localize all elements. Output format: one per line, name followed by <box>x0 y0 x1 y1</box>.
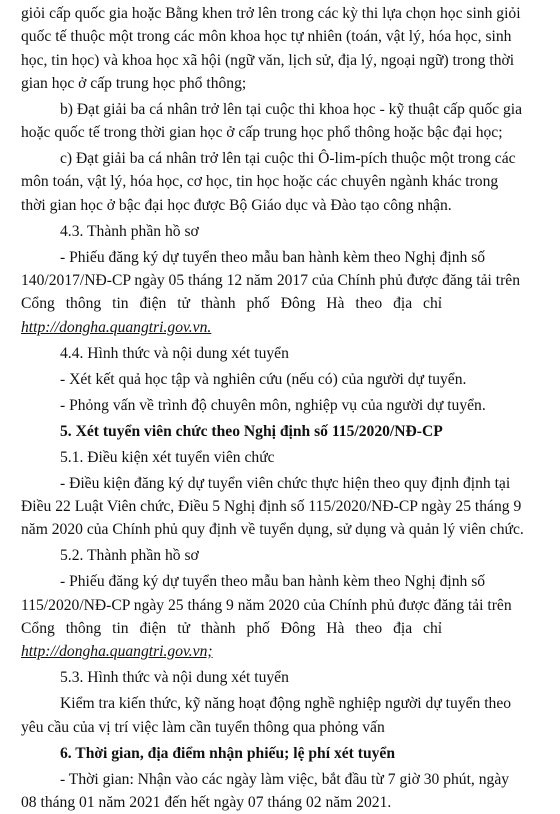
section-heading: 5. Xét tuyển viên chức theo Nghị định số 115/2020/NĐ-CP <box>60 423 443 440</box>
text-line: hoặc quốc tế trong thời gian học ở cấp trung học phổ thông hoặc bậc đại học; <box>21 124 503 141</box>
text-line: Cổng thông tin điện tử thành phố Đông Hà theo địa chỉ <box>21 295 443 312</box>
text-line: 08 tháng 01 năm 2021 đến hết ngày 07 tháng 02 năm 2021. <box>21 794 392 811</box>
text-line: - Thời gian: Nhận vào các ngày làm việc, bắt đầu từ 7 giờ 30 phút, ngày <box>60 771 510 788</box>
text-line: Điều 22 Luật Viên chức, Điều 5 Nghị định số 115/2020/NĐ-CP ngày 25 tháng 9 <box>21 498 522 515</box>
website-link[interactable]: http://dongha.quangtri.gov.vn; <box>21 643 213 660</box>
text-line: - Phiếu đăng ký dự tuyển theo mẫu ban hành kèm theo Nghị định số <box>60 249 486 266</box>
text-line: - Phỏng vấn về trình độ chuyên môn, nghiệp vụ của người dự tuyển. <box>60 397 486 414</box>
text-line: c) Đạt giải ba cá nhân trở lên tại cuộc thi Ô-lim-pích thuộc một trong các <box>60 150 516 167</box>
text-line: - Xét kết quả học tập và nghiên cứu (nếu có) của người dự tuyển. <box>60 371 467 388</box>
text-line: thời gian học ở bậc đại học được Bộ Giáo dục và Đào tạo công nhận. <box>21 197 452 214</box>
text-line: quốc tế thuộc một trong các môn khoa học tự nhiên (toán, vật lý, hóa học, sinh <box>21 28 512 45</box>
text-line: 140/2017/NĐ-CP ngày 05 tháng 12 năm 2017 của Chính phủ được đăng tải trên <box>21 272 521 289</box>
text-line: năm 2020 của Chính phủ quy định về tuyển dụng, sử dụng và quản lý viên chức. <box>21 521 524 538</box>
section-heading: 5.1. Điều kiện xét tuyển viên chức <box>60 449 275 466</box>
section-heading: 4.4. Hình thức và nội dung xét tuyển <box>60 345 289 362</box>
section-heading: 5.3. Hình thức và nội dung xét tuyển <box>60 669 289 686</box>
text-line: b) Đạt giải ba cá nhân trở lên tại cuộc thi khoa học - kỹ thuật cấp quốc gia <box>60 101 523 118</box>
text-line: giỏi cấp quốc gia hoặc Bằng khen trở lên trong các kỳ thi lựa chọn học sinh giỏi <box>21 5 521 22</box>
text-line: 115/2020/NĐ-CP ngày 25 tháng 9 năm 2020 của Chính phủ được đăng tải trên <box>21 597 512 614</box>
section-heading: 5.2. Thành phần hồ sơ <box>60 547 199 564</box>
text-line: gian học ở cấp trung học phổ thông; <box>21 75 247 92</box>
text-line: Kiểm tra kiến thức, kỹ năng hoạt động nghề nghiệp người dự tuyển theo <box>60 695 512 712</box>
text-line: yêu cầu của vị trí việc làm cần tuyển thông qua phỏng vấn <box>21 719 385 736</box>
text-line: - Phiếu đăng ký dự tuyển theo mẫu ban hành kèm theo Nghị định số <box>60 573 486 590</box>
text-line: môn toán, vật lý, hóa học, cơ học, tin học hoặc các chuyên ngành khác trong <box>21 173 499 190</box>
text-line: Cổng thông tin điện tử thành phố Đông Hà theo địa chỉ <box>21 620 443 637</box>
section-heading: 4.3. Thành phần hồ sơ <box>60 223 199 240</box>
text-line: học, tin học) và khoa học xã hội (ngữ văn, lịch sử, địa lý, ngoại ngữ) trong thời <box>21 52 515 69</box>
text-line: - Điều kiện đăng ký dự tuyển viên chức thực hiện theo quy định định tại <box>60 475 511 492</box>
section-heading: 6. Thời gian, địa điểm nhận phiếu; lệ phí xét tuyển <box>60 745 396 762</box>
website-link[interactable]: http://dongha.quangtri.gov.vn. <box>21 319 212 336</box>
